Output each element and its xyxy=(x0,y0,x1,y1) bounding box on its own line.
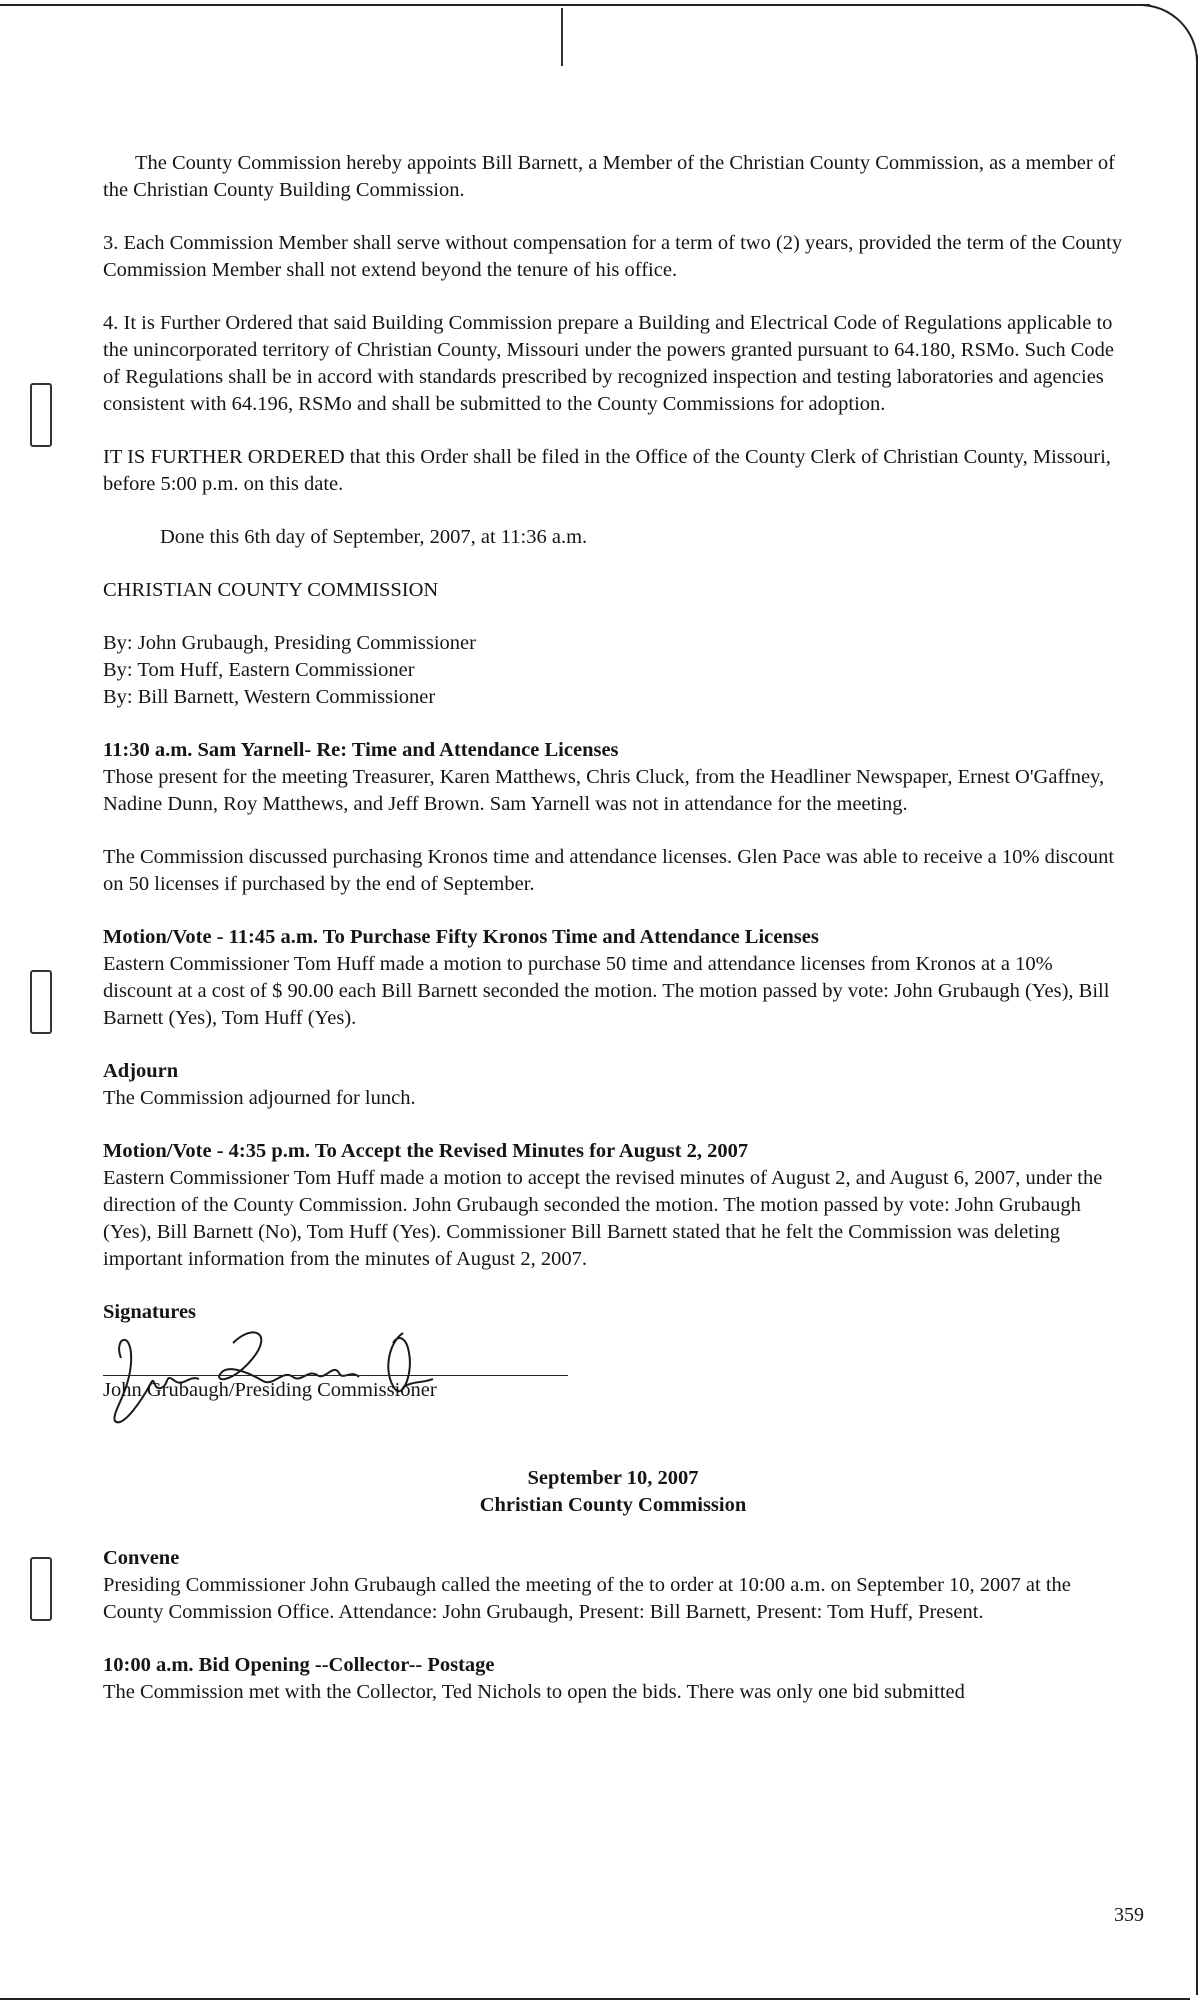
signer-line: By: John Grubaugh, Presiding Commissioner xyxy=(103,632,476,654)
signer-line: By: Bill Barnett, Western Commissioner xyxy=(103,686,436,708)
paragraph: The Commission discussed purchasing Kronos time and attendance licenses. Glen Pace was able to receive a 10% discount on 50 licenses if purchased by the end of September. xyxy=(103,846,1115,895)
signature-line xyxy=(103,1375,568,1376)
meeting-title: Christian County Commission xyxy=(479,1494,747,1516)
done-line: Done this 6th day of September, 2007, at 11:36 a.m. xyxy=(160,526,588,548)
signatures-heading: Signatures xyxy=(103,1301,197,1323)
page-number: 359 xyxy=(1114,1904,1144,1926)
paragraph: Those present for the meeting Treasurer, Karen Matthews, Chris Cluck, from the Headliner Newspaper, Ernest O'Gaffney, Nadine Dunn, Roy Matthews, and Jeff Brown. Sam Yarnell was not in attendance for the meeting. xyxy=(103,766,1105,815)
paragraph: IT IS FURTHER ORDERED that this Order shall be filed in the Office of the County Clerk of Christian County, Missouri, before 5:00 p.m. on this date. xyxy=(103,446,1111,495)
page-border-right xyxy=(1196,55,1198,1995)
page-border-corner xyxy=(1130,4,1198,62)
signer-list xyxy=(103,630,1123,711)
paragraph: 4. It is Further Ordered that said Building Commission prepare a Building and Electrical Code of Regulations applicable to the unincorporated territory of Christian County, Missouri under the powers granted pursuant to 64.180, RSMo. Such Code of Regulations shall be in accord with standards prescribed by recognized inspection and testing laboratories and agencies consistent with 64.196, RSMo and shall be submitted to the County Commissions for adoption. xyxy=(103,312,1114,415)
paragraph: Eastern Commissioner Tom Huff made a motion to accept the revised minutes of August 2, and August 6, 2007, under the direction of the County Commission. John Grubaugh seconded the motion. The motion passed by vote: John Grubaugh (Yes), Bill Barnett (No), Tom Huff (Yes). Commissioner Bill Barnett stated that he felt the Commission was deleting important information from the minutes of August 2, 2007. xyxy=(103,1167,1103,1270)
section-heading: Motion/Vote - 11:45 a.m. To Purchase Fifty Kronos Time and Attendance Licenses xyxy=(103,926,819,948)
signer-line: By: Tom Huff, Eastern Commissioner xyxy=(103,659,415,681)
section-heading: Motion/Vote - 4:35 p.m. To Accept the Revised Minutes for August 2, 2007 xyxy=(103,1140,749,1162)
fold-mark xyxy=(561,8,563,66)
page-border-top xyxy=(0,4,1150,6)
paragraph: The Commission adjourned for lunch. xyxy=(103,1087,416,1109)
section-heading: 10:00 a.m. Bid Opening --Collector-- Postage xyxy=(103,1654,495,1676)
document-body xyxy=(103,150,1123,1706)
section-heading: Adjourn xyxy=(103,1060,179,1082)
section-heading: Convene xyxy=(103,1547,180,1569)
signature-caption: John Grubaugh/Presiding Commissioner xyxy=(103,1379,437,1401)
meeting-date: September 10, 2007 xyxy=(527,1467,699,1489)
handwritten-signature xyxy=(103,1303,503,1433)
punch-hole xyxy=(30,1557,52,1621)
commission-name: CHRISTIAN COUNTY COMMISSION xyxy=(103,579,439,601)
signature-block xyxy=(103,1299,1123,1409)
paragraph: Eastern Commissioner Tom Huff made a motion to purchase 50 time and attendance licenses from Kronos at a 10% discount at a cost of $ 90.00 each Bill Barnett seconded the motion. The motion passed by vote: John Grubaugh (Yes), Bill Barnett (Yes), Tom Huff (Yes). xyxy=(103,953,1110,1029)
paragraph: The Commission met with the Collector, Ted Nichols to open the bids. There was only one bid submitted xyxy=(103,1681,965,1703)
paragraph: Presiding Commissioner John Grubaugh called the meeting of the to order at 10:00 a.m. on September 10, 2007 at the County Commission Office. Attendance: John Grubaugh, Present: Bill Barnett, Present: Tom Huff, Present. xyxy=(103,1574,1071,1623)
page-border-bottom xyxy=(0,1998,1190,2000)
punch-hole xyxy=(30,970,52,1034)
paragraph: The County Commission hereby appoints Bill Barnett, a Member of the Christian County Commission, as a member of the Christian County Building Commission. xyxy=(103,152,1115,201)
paragraph: 3. Each Commission Member shall serve without compensation for a term of two (2) years, provided the term of the County Commission Member shall not extend beyond the tenure of his office. xyxy=(103,232,1123,281)
punch-hole xyxy=(30,383,52,447)
section-heading: 11:30 a.m. Sam Yarnell- Re: Time and Attendance Licenses xyxy=(103,739,619,761)
